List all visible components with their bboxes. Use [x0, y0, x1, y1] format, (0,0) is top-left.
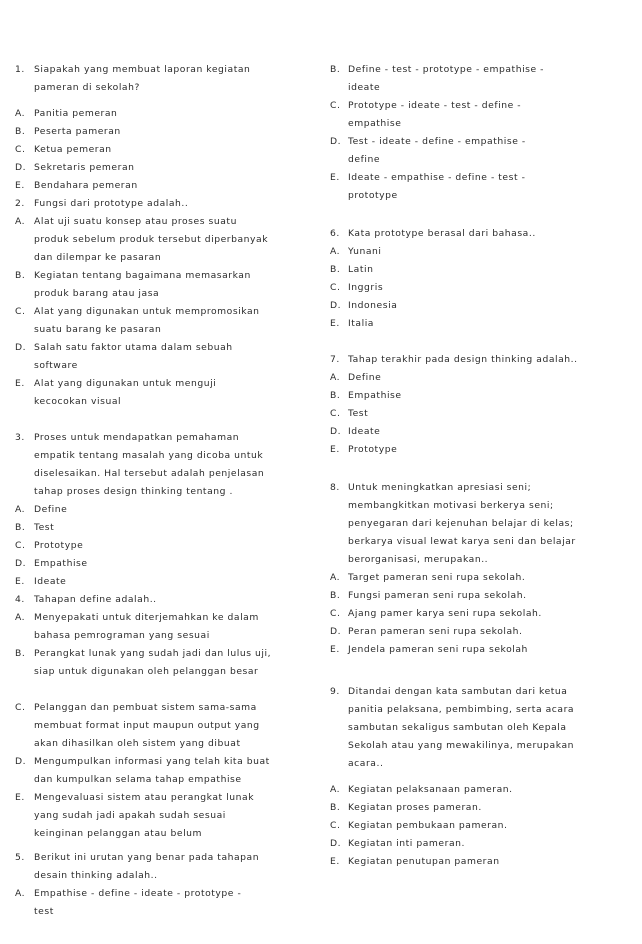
option-text-line: keinginan pelanggan atau belum — [34, 828, 203, 839]
option-text-line: Menyepakati untuk diterjemahkan ke dalam — [34, 612, 259, 623]
question-text-line: membangkitkan motivasi berkerya seni; — [348, 500, 554, 511]
option-letter: A. — [330, 372, 341, 383]
option-letter: D. — [330, 426, 342, 437]
option-letter: A. — [330, 246, 341, 257]
option-letter: D. — [330, 300, 342, 311]
option-text-line: Define - test - prototype - empathise - — [348, 64, 545, 75]
option-letter: E. — [15, 378, 25, 389]
option-text-line: bahasa pemrograman yang sesuai — [34, 630, 210, 641]
option-text-line: Latin — [348, 264, 374, 275]
question-text-line: empatik tentang masalah yang dicoba untuk — [34, 450, 264, 461]
question-text-line: desain thinking adalah.. — [34, 870, 158, 881]
option-letter: B. — [15, 648, 26, 659]
option-text-line: dan kumpulkan selama tahap empathise — [34, 774, 242, 785]
option-letter: D. — [330, 626, 342, 637]
question-text-line: berorganisasi, merupakan.. — [348, 554, 489, 565]
option-text-line: Ideate - empathise - define - test - — [348, 172, 526, 183]
option-letter: E. — [330, 856, 340, 867]
option-text-line: Peran pameran seni rupa sekolah. — [348, 626, 523, 637]
option-letter: A. — [330, 572, 341, 583]
option-letter: D. — [15, 558, 27, 569]
option-text-line: Ideate — [34, 576, 67, 587]
question-text-line: sambutan sekaligus sambutan oleh Kepala — [348, 722, 567, 733]
option-letter: B. — [330, 64, 341, 75]
option-letter: C. — [15, 702, 26, 713]
question-text-line: Fungsi dari prototype adalah.. — [34, 198, 189, 209]
question-text-line: Berikut ini urutan yang benar pada tahapan — [34, 852, 260, 863]
option-text-line: Panitia pemeran — [34, 108, 118, 119]
option-letter: B. — [15, 270, 26, 281]
question-number: 4. — [15, 594, 25, 605]
question-text-line: tahap proses design thinking tentang . — [34, 486, 233, 497]
question-text-line: panitia pelaksana, pembimbing, serta acara — [348, 704, 575, 715]
question-number: 1. — [15, 64, 25, 75]
option-text-line: Prototype — [34, 540, 84, 551]
option-text-line: Kegiatan tentang bagaimana memasarkan — [34, 270, 251, 281]
option-letter: E. — [330, 318, 340, 329]
option-text-line: Prototype — [348, 444, 398, 455]
option-letter: C. — [330, 100, 341, 111]
option-letter: A. — [15, 888, 26, 899]
option-text-line: Jendela pameran seni rupa sekolah — [348, 644, 528, 655]
option-text-line: Mengumpulkan informasi yang telah kita buat — [34, 756, 270, 767]
option-text-line: Salah satu faktor utama dalam sebuah — [34, 342, 233, 353]
option-letter: C. — [330, 820, 341, 831]
option-text-line: Perangkat lunak yang sudah jadi dan lulus uji, — [34, 648, 272, 659]
question-text-line: penyegaran dari kejenuhan belajar di kelas; — [348, 518, 574, 529]
option-text-line: Peserta pameran — [34, 126, 121, 137]
option-text-line: test — [34, 906, 54, 917]
option-text-line: Sekretaris pemeran — [34, 162, 135, 173]
option-text-line: Pelanggan dan pembuat sistem sama-sama — [34, 702, 257, 713]
question-number: 9. — [330, 686, 340, 697]
option-text-line: Test — [34, 522, 55, 533]
option-letter: E. — [15, 180, 25, 191]
question-number: 5. — [15, 852, 25, 863]
option-letter: E. — [330, 444, 340, 455]
option-text-line: Prototype - ideate - test - define - — [348, 100, 522, 111]
option-text-line: produk sebelum produk tersebut diperbanyak — [34, 234, 269, 245]
option-text-line: kecocokan visual — [34, 396, 122, 407]
option-text-line: Inggris — [348, 282, 384, 293]
question-number: 7. — [330, 354, 340, 365]
question-number: 6. — [330, 228, 340, 239]
option-text-line: Alat yang digunakan untuk menguji — [34, 378, 217, 389]
option-letter: B. — [15, 522, 26, 533]
option-letter: D. — [330, 136, 342, 147]
option-text-line: Alat yang digunakan untuk mempromosikan — [34, 306, 260, 317]
option-letter: E. — [15, 792, 25, 803]
option-text-line: akan dihasilkan oleh sistem yang dibuat — [34, 738, 241, 749]
question-number: 2. — [15, 198, 25, 209]
option-text-line: Kegiatan pembukaan pameran. — [348, 820, 508, 831]
option-letter: A. — [15, 216, 26, 227]
option-text-line: Fungsi pameran seni rupa sekolah. — [348, 590, 527, 601]
option-text-line: Bendahara pemeran — [34, 180, 138, 191]
option-text-line: Indonesia — [348, 300, 398, 311]
question-text-line: Tahap terakhir pada design thinking adalah.. — [348, 354, 578, 365]
option-letter: C. — [330, 408, 341, 419]
option-text-line: Ideate — [348, 426, 381, 437]
option-text-line: produk barang atau jasa — [34, 288, 160, 299]
question-text-line: diselesaikan. Hal tersebut adalah penjelasan — [34, 468, 265, 479]
option-text-line: Alat uji suatu konsep atau proses suatu — [34, 216, 237, 227]
option-text-line: Kegiatan inti pameran. — [348, 838, 465, 849]
option-letter: E. — [15, 576, 25, 587]
option-text-line: membuat format input maupun output yang — [34, 720, 260, 731]
option-letter: B. — [330, 264, 341, 275]
option-text-line: Yunani — [348, 246, 382, 257]
question-text-line: Ditandai dengan kata sambutan dari ketua — [348, 686, 568, 697]
option-text-line: Kegiatan pelaksanaan pameran. — [348, 784, 513, 795]
option-text-line: define — [348, 154, 381, 165]
option-text-line: suatu barang ke pasaran — [34, 324, 162, 335]
option-letter: D. — [330, 838, 342, 849]
option-text-line: yang sudah jadi apakah sudah sesuai — [34, 810, 226, 821]
option-text-line: siap untuk digunakan oleh pelanggan besar — [34, 666, 259, 677]
question-text-line: Kata prototype berasal dari bahasa.. — [348, 228, 536, 239]
option-text-line: Define — [34, 504, 68, 515]
option-text-line: empathise — [348, 118, 402, 129]
option-text-line: Test - ideate - define - empathise - — [348, 136, 526, 147]
question-number: 8. — [330, 482, 340, 493]
option-text-line: ideate — [348, 82, 381, 93]
option-letter: A. — [15, 612, 26, 623]
question-text-line: Siapakah yang membuat laporan kegiatan — [34, 64, 251, 75]
option-text-line: Mengevaluasi sistem atau perangkat lunak — [34, 792, 255, 803]
option-text-line: Empathise - define - ideate - prototype - — [34, 888, 242, 899]
option-text-line: Kegiatan proses pameran. — [348, 802, 482, 813]
question-text-line: Proses untuk mendapatkan pemahaman — [34, 432, 240, 443]
option-letter: D. — [15, 342, 27, 353]
option-letter: E. — [330, 172, 340, 183]
option-letter: C. — [15, 306, 26, 317]
question-text-line: acara.. — [348, 758, 384, 769]
option-letter: C. — [15, 540, 26, 551]
option-text-line: Italia — [348, 318, 374, 329]
question-text-line: Untuk meningkatkan apresiasi seni; — [348, 482, 532, 493]
option-text-line: dan dilempar ke pasaran — [34, 252, 162, 263]
option-text-line: Target pameran seni rupa sekolah. — [348, 572, 526, 583]
option-letter: D. — [15, 162, 27, 173]
option-letter: B. — [330, 390, 341, 401]
option-text-line: Empathise — [34, 558, 88, 569]
option-letter: B. — [15, 126, 26, 137]
option-letter: A. — [15, 108, 26, 119]
option-text-line: Test — [348, 408, 369, 419]
option-text-line: prototype — [348, 190, 398, 201]
option-text-line: Empathise — [348, 390, 402, 401]
question-number: 3. — [15, 432, 25, 443]
question-text-line: Tahapan define adalah.. — [34, 594, 157, 605]
option-text-line: Kegiatan penutupan pameran — [348, 856, 500, 867]
option-letter: D. — [15, 756, 27, 767]
question-text-line: pameran di sekolah? — [34, 82, 140, 93]
option-letter: E. — [330, 644, 340, 655]
option-letter: A. — [15, 504, 26, 515]
option-text-line: Ketua pemeran — [34, 144, 112, 155]
option-text-line: software — [34, 360, 78, 371]
option-letter: C. — [330, 608, 341, 619]
option-letter: B. — [330, 590, 341, 601]
option-text-line: Ajang pamer karya seni rupa sekolah. — [348, 608, 542, 619]
option-text-line: Define — [348, 372, 382, 383]
question-text-line: Sekolah atau yang mewakilinya, merupakan — [348, 740, 575, 751]
question-text-line: berkarya visual lewat karya seni dan belajar — [348, 536, 576, 547]
option-letter: C. — [330, 282, 341, 293]
option-letter: C. — [15, 144, 26, 155]
option-letter: A. — [330, 784, 341, 795]
option-letter: B. — [330, 802, 341, 813]
